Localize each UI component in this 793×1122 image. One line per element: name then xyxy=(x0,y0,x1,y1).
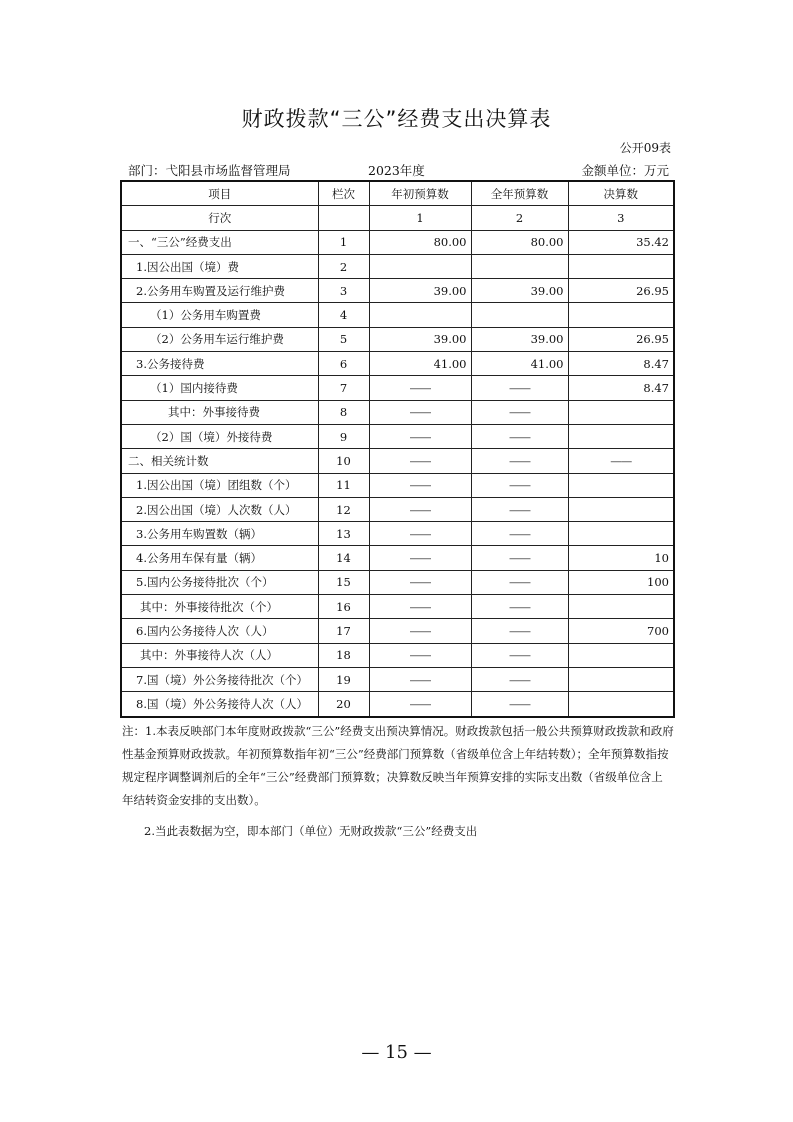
initial-budget-cell xyxy=(369,303,471,327)
item-cell: 8.国（境）外公务接待人次（人） xyxy=(121,692,318,717)
final-account-cell xyxy=(568,400,674,424)
table-row xyxy=(121,595,674,619)
annual-budget-cell: —— xyxy=(471,619,568,643)
table-row xyxy=(121,327,674,351)
table-row xyxy=(121,303,674,327)
line-number-cell: 4 xyxy=(318,303,369,327)
initial-budget-cell: —— xyxy=(369,449,471,473)
initial-budget-cell: —— xyxy=(369,497,471,521)
initial-budget-cell: —— xyxy=(369,595,471,619)
fiscal-year: 2023年度 xyxy=(368,163,425,178)
department-label: 部门：弋阳县市场监督管理局 xyxy=(128,163,291,178)
initial-budget-cell: —— xyxy=(369,473,471,497)
initial-budget-cell: —— xyxy=(369,546,471,570)
annual-budget-cell xyxy=(471,303,568,327)
item-cell: 其中：外事接待费 xyxy=(121,400,318,424)
item-cell: （1）公务用车购置费 xyxy=(121,303,318,327)
annual-budget-cell: 39.00 xyxy=(471,279,568,303)
initial-budget-cell: —— xyxy=(369,643,471,667)
annual-budget-cell: —— xyxy=(471,522,568,546)
table-row xyxy=(121,643,674,667)
item-cell: 4.公务用车保有量（辆） xyxy=(121,546,318,570)
final-account-cell xyxy=(568,473,674,497)
line-number-cell: 9 xyxy=(318,424,369,448)
table-row xyxy=(121,667,674,691)
row-index-cell: 2 xyxy=(471,206,568,230)
header-row xyxy=(121,181,674,206)
initial-budget-cell: 80.00 xyxy=(369,230,471,254)
initial-budget-cell: —— xyxy=(369,667,471,691)
final-account-cell xyxy=(568,595,674,619)
line-number-cell: 7 xyxy=(318,376,369,400)
table-meta xyxy=(120,161,673,179)
annual-budget-cell: —— xyxy=(471,449,568,473)
table-row xyxy=(121,424,674,448)
item-cell: （2）公务用车运行维护费 xyxy=(121,327,318,351)
item-cell: （1）国内接待费 xyxy=(121,376,318,400)
initial-budget-cell: —— xyxy=(369,424,471,448)
line-number-cell: 17 xyxy=(318,619,369,643)
initial-budget-cell: 39.00 xyxy=(369,327,471,351)
final-account-cell xyxy=(568,497,674,521)
line-number-cell: 2 xyxy=(318,254,369,278)
initial-budget-cell xyxy=(369,254,471,278)
item-cell: 2.公务用车购置及运行维护费 xyxy=(121,279,318,303)
table-row xyxy=(121,497,674,521)
table-row xyxy=(121,400,674,424)
annual-budget-cell: —— xyxy=(471,400,568,424)
line-number-cell: 16 xyxy=(318,595,369,619)
final-account-cell xyxy=(568,522,674,546)
line-number-cell: 20 xyxy=(318,692,369,717)
table-row xyxy=(121,279,674,303)
annual-budget-cell: —— xyxy=(471,595,568,619)
note-2: 2.当此表数据为空，即本部门（单位）无财政拨款“三公”经费支出 xyxy=(144,824,478,838)
line-number-cell: 3 xyxy=(318,279,369,303)
table-row xyxy=(121,230,674,254)
table-row xyxy=(121,546,674,570)
item-cell: 3.公务用车购置数（辆） xyxy=(121,522,318,546)
table-cell xyxy=(318,206,369,230)
item-cell: 其中：外事接待人次（人） xyxy=(121,643,318,667)
column-header: 决算数 xyxy=(568,181,674,206)
column-header: 栏次 xyxy=(318,181,369,206)
form-number: 公开09表 xyxy=(619,141,671,155)
initial-budget-cell: —— xyxy=(369,692,471,717)
row-index-label: 行次 xyxy=(121,206,318,230)
line-number-cell: 19 xyxy=(318,667,369,691)
final-account-cell xyxy=(568,692,674,717)
final-account-cell xyxy=(568,254,674,278)
table-row xyxy=(121,254,674,278)
line-number-cell: 1 xyxy=(318,230,369,254)
row-index-cell: 3 xyxy=(568,206,674,230)
final-account-cell: —— xyxy=(568,449,674,473)
line-number-cell: 6 xyxy=(318,352,369,376)
annual-budget-cell: —— xyxy=(471,424,568,448)
final-account-cell: 26.95 xyxy=(568,327,674,351)
table-row xyxy=(121,352,674,376)
initial-budget-cell: —— xyxy=(369,400,471,424)
final-account-cell: 26.95 xyxy=(568,279,674,303)
final-account-cell: 8.47 xyxy=(568,376,674,400)
column-header: 项目 xyxy=(121,181,318,206)
line-number-cell: 18 xyxy=(318,643,369,667)
table-row xyxy=(121,449,674,473)
item-cell: 7.国（境）外公务接待批次（个） xyxy=(121,667,318,691)
final-account-cell xyxy=(568,303,674,327)
annual-budget-cell xyxy=(471,254,568,278)
item-cell: （2）国（境）外接待费 xyxy=(121,424,318,448)
annual-budget-cell: —— xyxy=(471,497,568,521)
row-index-row xyxy=(121,206,674,230)
expense-table xyxy=(120,180,675,718)
annual-budget-cell: 39.00 xyxy=(471,327,568,351)
line-number-cell: 10 xyxy=(318,449,369,473)
table-row xyxy=(121,570,674,594)
initial-budget-cell: —— xyxy=(369,522,471,546)
annual-budget-cell: —— xyxy=(471,473,568,497)
table-row xyxy=(121,522,674,546)
notes xyxy=(122,720,674,843)
initial-budget-cell: 41.00 xyxy=(369,352,471,376)
item-cell: 2.因公出国（境）人次数（人） xyxy=(121,497,318,521)
annual-budget-cell: —— xyxy=(471,667,568,691)
final-account-cell: 8.47 xyxy=(568,352,674,376)
line-number-cell: 13 xyxy=(318,522,369,546)
column-header: 年初预算数 xyxy=(369,181,471,206)
annual-budget-cell: —— xyxy=(471,376,568,400)
table-row xyxy=(121,376,674,400)
page-title: 财政拨款“三公”经费支出决算表 xyxy=(241,107,552,131)
item-cell: 1.因公出国（境）费 xyxy=(121,254,318,278)
item-cell: 1.因公出国（境）团组数（个） xyxy=(121,473,318,497)
table-row xyxy=(121,619,674,643)
annual-budget-cell: —— xyxy=(471,570,568,594)
final-account-cell xyxy=(568,424,674,448)
annual-budget-cell: —— xyxy=(471,692,568,717)
item-cell: 3.公务接待费 xyxy=(121,352,318,376)
initial-budget-cell: 39.00 xyxy=(369,279,471,303)
annual-budget-cell: 41.00 xyxy=(471,352,568,376)
final-account-cell: 10 xyxy=(568,546,674,570)
final-account-cell: 100 xyxy=(568,570,674,594)
item-cell: 5.国内公务接待批次（个） xyxy=(121,570,318,594)
line-number-cell: 5 xyxy=(318,327,369,351)
item-cell: 一、“三公”经费支出 xyxy=(121,230,318,254)
page-number: — 15 — xyxy=(361,1042,432,1063)
initial-budget-cell: —— xyxy=(369,570,471,594)
line-number-cell: 8 xyxy=(318,400,369,424)
final-account-cell: 35.42 xyxy=(568,230,674,254)
row-index-cell: 1 xyxy=(369,206,471,230)
amount-unit: 金额单位：万元 xyxy=(581,163,669,178)
line-number-cell: 15 xyxy=(318,570,369,594)
note-1: 注：1.本表反映部门本年度财政拨款“三公”经费支出预决算情况。财政拨款包括一般公共预算财政拨款和政府性基金预算财政拨款。年初预算数指年初“三公”经费部门预算数（省级单位含上年结转数）；全年预算数指按规定程序调整调剂后的全年“三公”经费部门预算数；决算数反映当年预算安排的实际支出数（省级单位含上年结转资金安排的支出数）。 xyxy=(122,724,674,807)
item-cell: 6.国内公务接待人次（人） xyxy=(121,619,318,643)
annual-budget-cell: —— xyxy=(471,546,568,570)
item-cell: 其中：外事接待批次（个） xyxy=(121,595,318,619)
line-number-cell: 12 xyxy=(318,497,369,521)
line-number-cell: 14 xyxy=(318,546,369,570)
final-account-cell xyxy=(568,667,674,691)
initial-budget-cell: —— xyxy=(369,376,471,400)
annual-budget-cell: —— xyxy=(471,643,568,667)
table-row xyxy=(121,473,674,497)
final-account-cell xyxy=(568,643,674,667)
initial-budget-cell: —— xyxy=(369,619,471,643)
column-header: 全年预算数 xyxy=(471,181,568,206)
table-row xyxy=(121,692,674,717)
line-number-cell: 11 xyxy=(318,473,369,497)
item-cell: 二、相关统计数 xyxy=(121,449,318,473)
annual-budget-cell: 80.00 xyxy=(471,230,568,254)
final-account-cell: 700 xyxy=(568,619,674,643)
